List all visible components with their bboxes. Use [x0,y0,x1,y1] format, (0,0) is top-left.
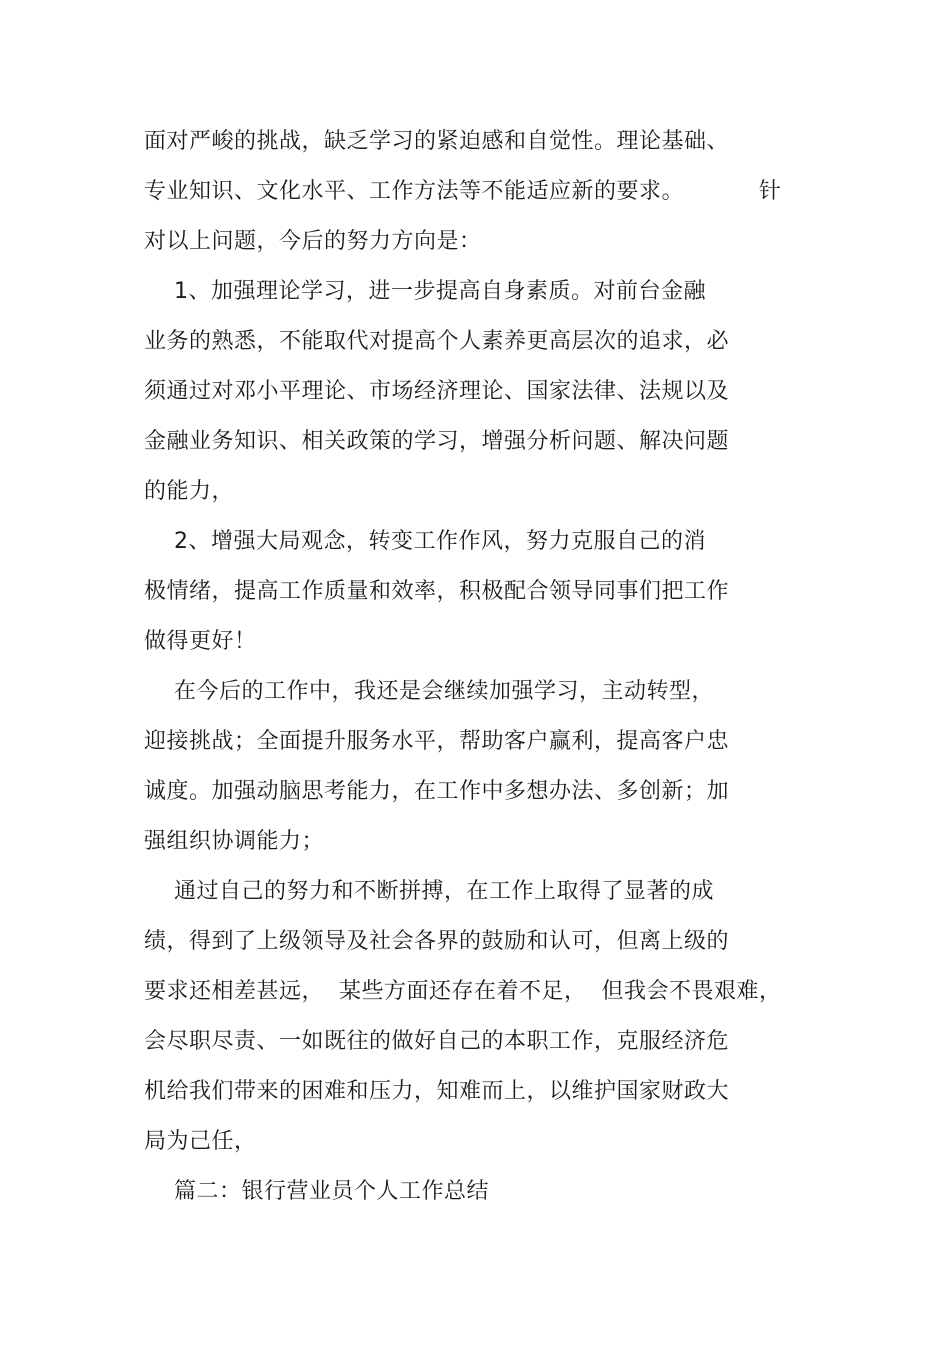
text-line: 迎接挑战；全面提升服务水平，帮助客户赢利，提高客户忠 [144,729,730,754]
text-line: 会尽职尽责、一如既往的做好自己的本职工作，克服经济危 [144,1029,730,1054]
text-line: 须通过对邓小平理论、市场经济理论、国家法律、法规以及 [144,379,730,404]
text-line: 专业知识、文化水平、工作方法等不能适应新的要求。 针 [144,179,782,204]
text-line: 金融业务知识、相关政策的学习，增强分析问题、解决问题 [144,429,730,454]
text-line: 通过自己的努力和不断拼搏，在工作上取得了显著的成 [144,879,714,904]
text-line: 对以上问题，今后的努力方向是： [144,229,482,254]
text-line: 1、加强理论学习，进一步提高自身素质。对前台金融 [144,279,706,304]
text-line: 面对严峻的挑战，缺乏学习的紧迫感和自觉性。理论基础、 [144,129,730,154]
text-line: 极情绪，提高工作质量和效率，积极配合领导同事们把工作 [144,579,730,604]
text-line: 在今后的工作中，我还是会继续加强学习，主动转型， [144,679,714,704]
text-line: 要求还相差甚远， 某些方面还存在着不足， 但我会不畏艰难， [144,979,782,1004]
text-line: 做得更好！ [144,629,257,654]
text-line: 绩，得到了上级领导及社会各界的鼓励和认可，但离上级的 [144,929,730,954]
text-line: 的能力， [144,479,235,504]
section-heading: 篇二：银行营业员个人工作总结 [144,1179,489,1204]
text-line: 业务的熟悉，不能取代对提高个人素养更高层次的追求，必 [144,329,730,354]
text-line: 2、增强大局观念，转变工作作风，努力克服自己的消 [144,529,706,554]
text-line: 机给我们带来的困难和压力，知难而上，以维护国家财政大 [144,1079,730,1104]
text-line: 局为己任， [144,1129,257,1154]
text-line: 强组织协调能力； [144,829,325,854]
text-line: 诚度。加强动脑思考能力，在工作中多想办法、多创新；加 [144,779,730,804]
